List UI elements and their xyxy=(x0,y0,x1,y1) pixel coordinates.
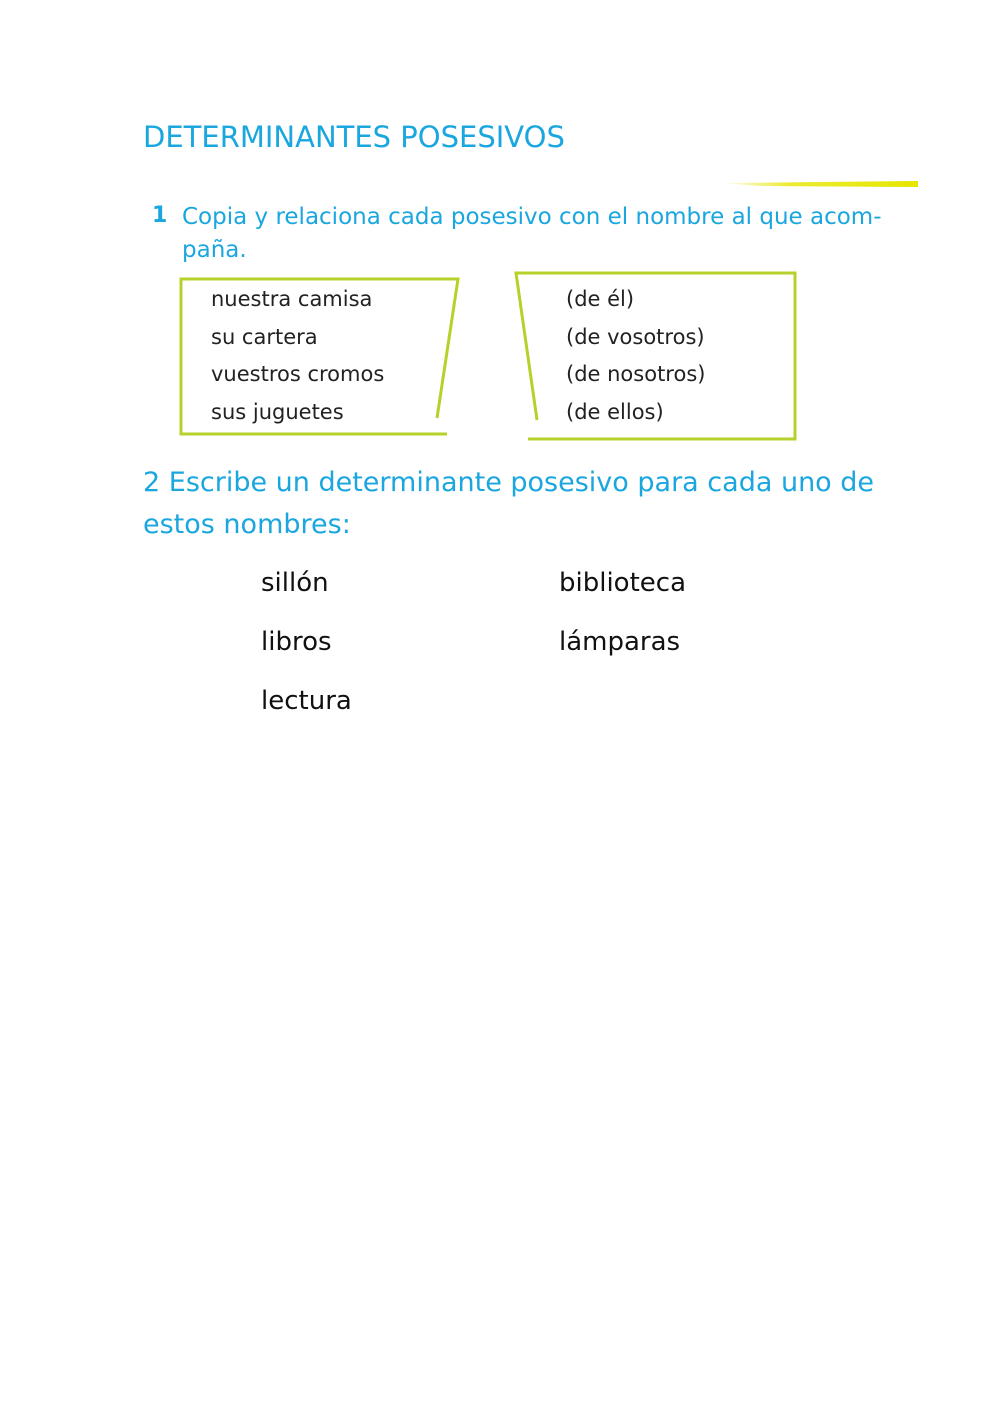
list-item: (de vosotros) xyxy=(566,324,705,349)
exercise-2-instruction: 2 Escribe un determinante posesivo para cada uno de estos nombres: xyxy=(143,467,875,540)
owner-list xyxy=(566,287,705,437)
list-item: vuestros cromos xyxy=(211,362,385,386)
word-lectura: lectura xyxy=(261,686,352,716)
list-item: (de ellos) xyxy=(566,399,664,424)
list-item: nuestra camisa xyxy=(211,287,373,311)
word-sillon: sillón xyxy=(261,568,329,598)
possessive-list xyxy=(211,287,384,437)
word-lamparas: lámparas xyxy=(559,627,681,657)
word-biblioteca: biblioteca xyxy=(559,568,687,598)
list-item: su cartera xyxy=(211,324,318,349)
matching-boxes xyxy=(0,0,1000,460)
worksheet-title: DETERMINANTES POSESIVOS xyxy=(143,120,565,154)
word-libros: libros xyxy=(261,627,332,657)
exercise-1-instruction: Copia y relaciona cada posesivo con el nombre al que acom-paña. xyxy=(182,204,882,263)
exercise-1-number: 1 xyxy=(152,203,168,228)
list-item: (de nosotros) xyxy=(566,362,706,386)
list-item: sus juguetes xyxy=(211,399,344,424)
list-item: (de él) xyxy=(566,287,635,311)
